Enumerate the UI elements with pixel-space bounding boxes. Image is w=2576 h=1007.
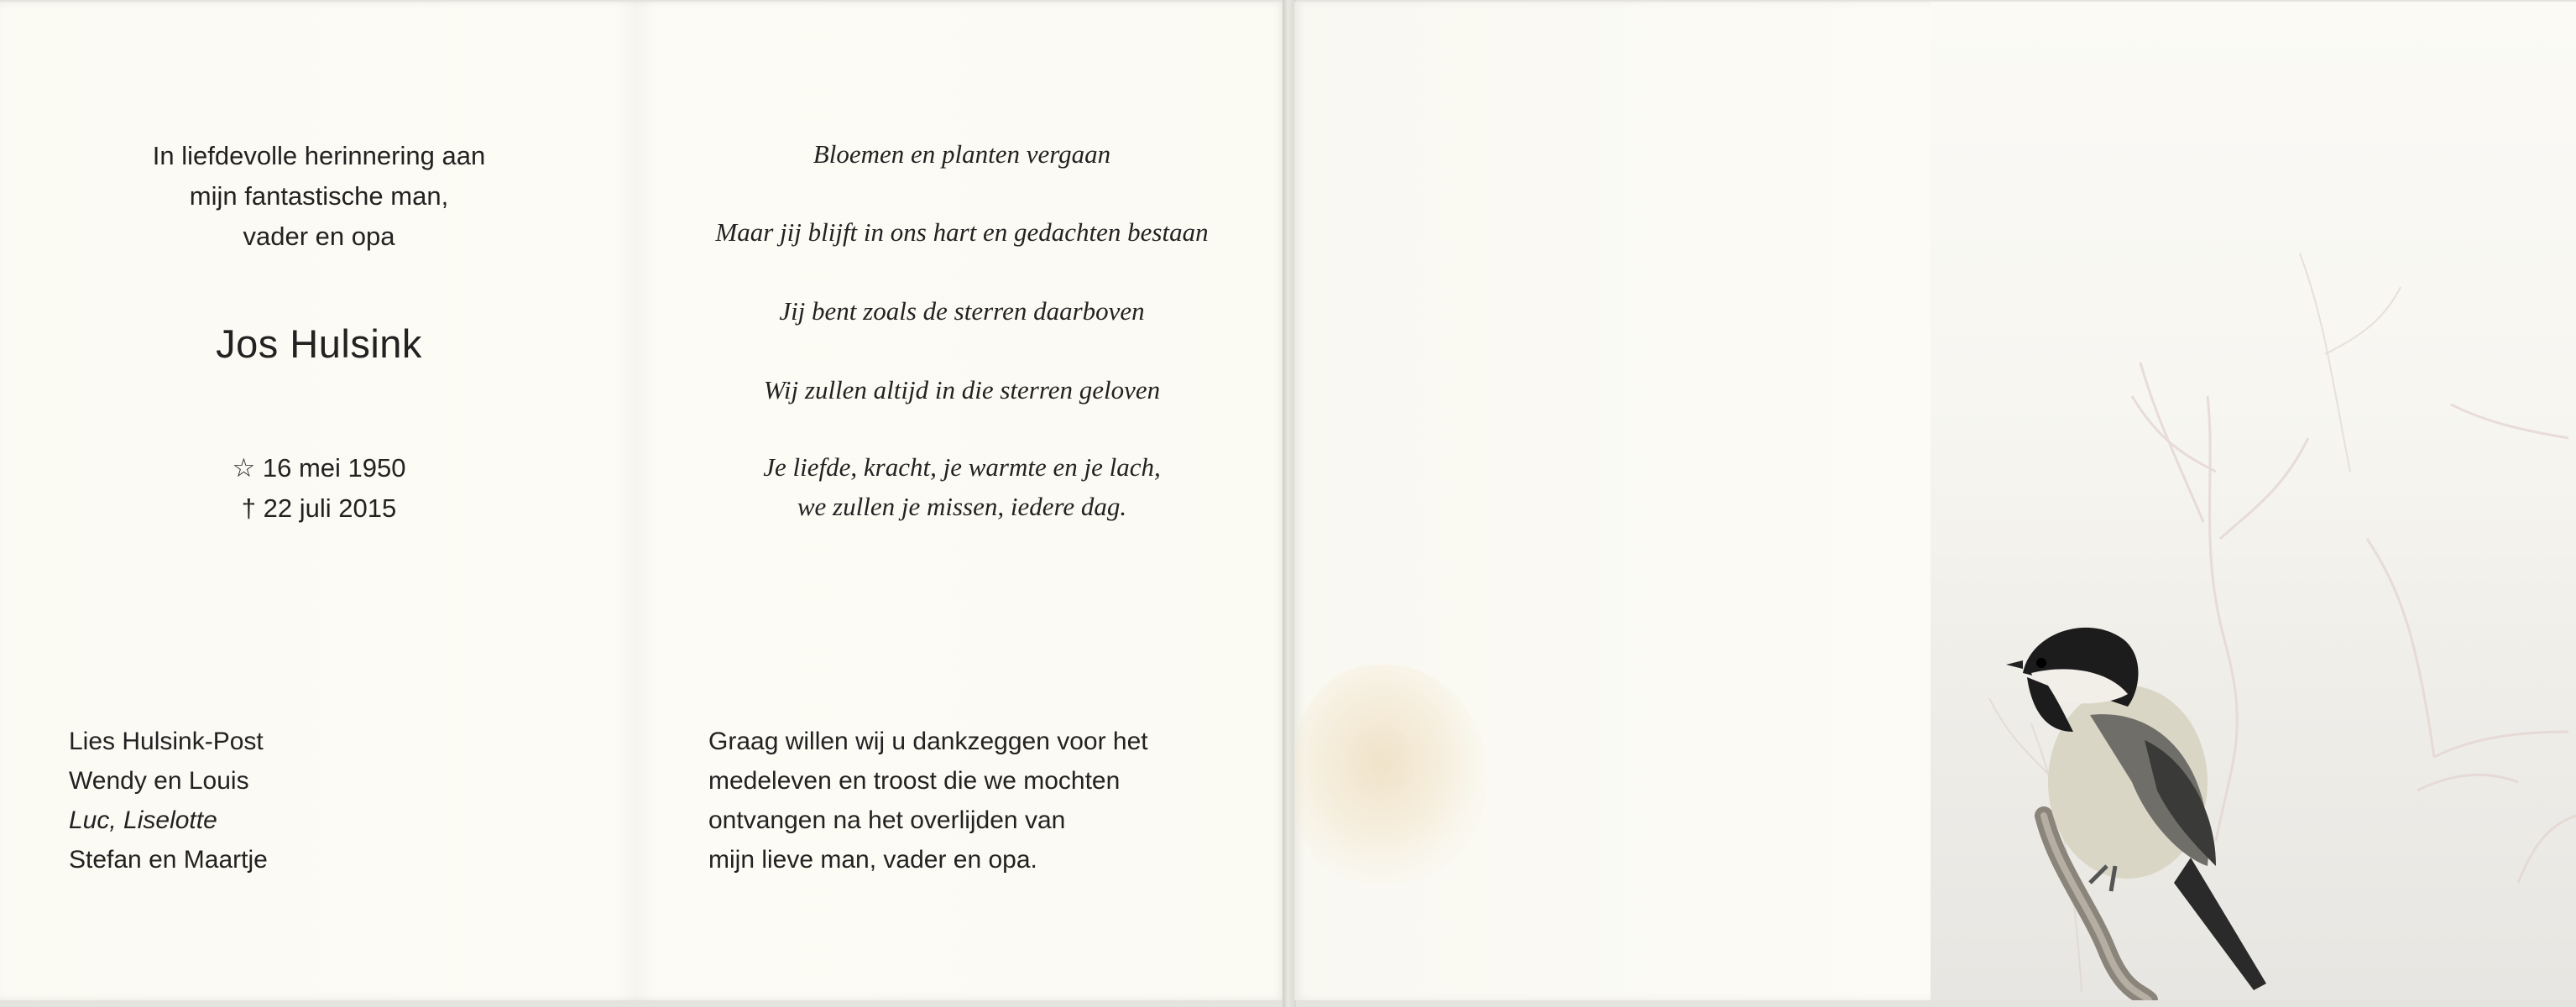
- poem-panel: [638, 2, 1286, 1000]
- intro-text: [0, 136, 638, 257]
- life-dates: [0, 448, 638, 529]
- intro-line: mijn fantastische man,: [189, 181, 449, 211]
- grandchildren: Luc, Liselotte: [69, 806, 217, 834]
- thanks-line: mijn lieve man, vader en opa.: [708, 846, 1037, 874]
- thanks-line: ontvangen na het overlijden van: [708, 806, 1066, 834]
- poem-line: Bloemen en planten vergaan: [813, 139, 1111, 169]
- thanks-line: Graag willen wij u dankzeggen voor het: [708, 728, 1148, 755]
- family-member: Lies Hulsink-Post: [69, 728, 264, 755]
- family-list: [69, 722, 268, 879]
- family-member: Wendy en Louis: [69, 767, 249, 795]
- birth-date: ☆ 16 mei 1950: [232, 453, 406, 483]
- deceased-name: Jos Hulsink: [216, 321, 422, 366]
- chickadee-bird-image: [1964, 614, 2300, 1000]
- winter-photo: [1931, 2, 2576, 1000]
- thank-you-text: [708, 722, 1148, 879]
- inner-spread-card: [0, 2, 1286, 1000]
- poem-line: Jij bent zoals de sterren daarboven: [779, 296, 1145, 326]
- intro-line: In liefdevolle herinnering aan: [152, 141, 486, 170]
- thanks-line: medeleven en troost die we mochten: [708, 767, 1121, 795]
- poem-line: Je liefde, kracht, je warmte en je lach,: [763, 452, 1161, 482]
- poem-line: we zullen je missen, iedere dag.: [797, 492, 1127, 521]
- outer-spread-card: [1294, 2, 2576, 1000]
- paper-stain: [1294, 665, 1487, 883]
- poem-line: Maar jij blijft in ons hart en gedachten bestaan: [715, 217, 1209, 247]
- memorial-panel: [0, 2, 638, 1000]
- death-date: † 22 juli 2015: [241, 493, 397, 523]
- intro-line: vader en opa: [243, 222, 395, 251]
- poem-line: Wij zullen altijd in die sterren geloven: [763, 375, 1161, 404]
- family-member: Stefan en Maartje: [69, 846, 268, 874]
